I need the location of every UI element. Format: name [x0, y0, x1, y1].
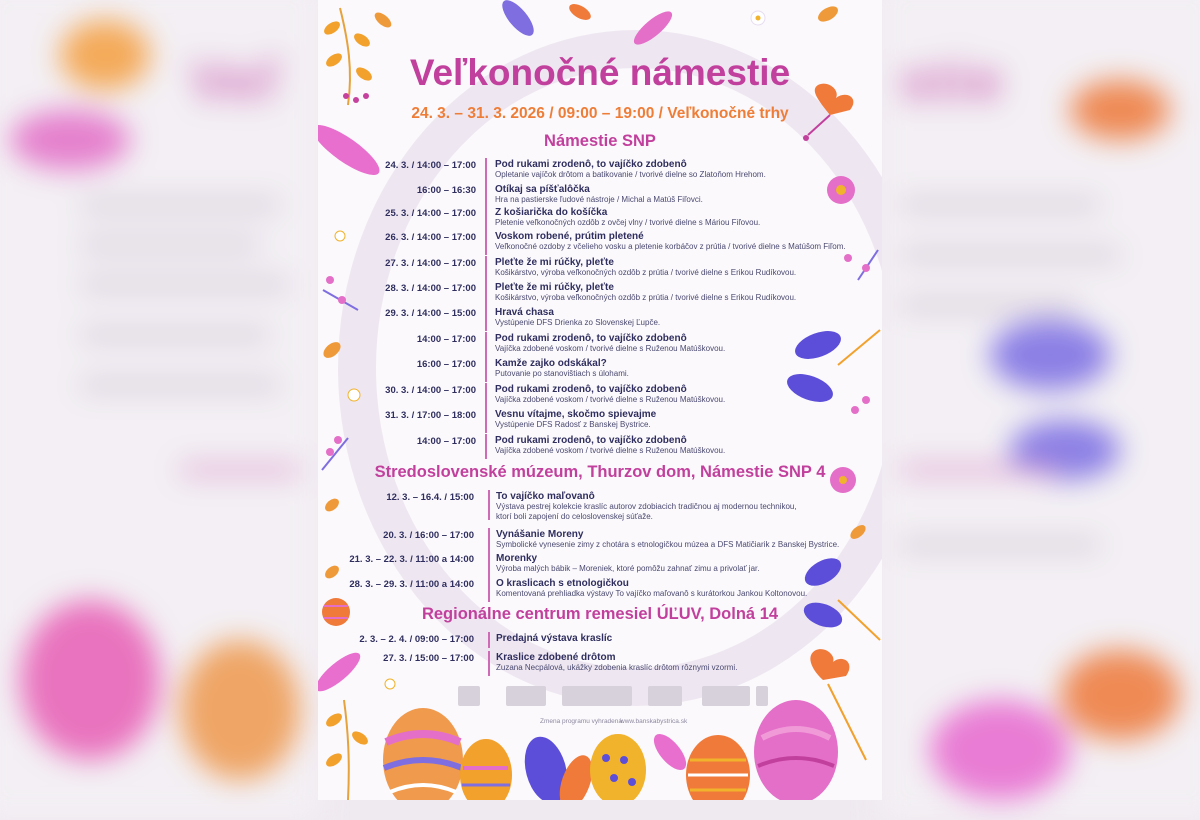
branch-bottom-left-icon [324, 700, 370, 800]
event-date: 14:00 – 17:00 [416, 334, 476, 345]
easter-egg-icon [754, 700, 838, 800]
event-description: Hra na pastierske ľudové nástroje / Michal a Matúš Fiľovci. [495, 195, 703, 204]
event-row [318, 528, 882, 554]
event-row [318, 552, 882, 578]
backdrop-line [900, 250, 1120, 260]
event-description: Symbolické vynesenie zimy z chotára s etnologičkou múzea a DFS Matičiarik z Banskej Bystrice. [496, 540, 840, 549]
easter-poster [318, 0, 882, 800]
event-description: Pletenie veľkonočných ozdôb z ovčej vlny / tvorivé dielne s Máriou Fiľovou. [495, 218, 761, 227]
event-date: 20. 3. / 16:00 – 17:00 [383, 530, 474, 541]
backdrop-title-right: stie [900, 49, 1005, 112]
leaf-icon [648, 729, 692, 776]
divider-line [488, 651, 490, 676]
easter-egg-icon [686, 735, 750, 800]
event-date: 12. 3. – 16.4. / 15:00 [386, 492, 474, 503]
event-name: O kraslicach s etnologičkou [496, 578, 629, 589]
event-name: Voskom robené, prútim pletené [495, 231, 644, 242]
uluv-logo-icon [756, 686, 768, 706]
leaf-icon [567, 1, 594, 23]
backdrop-line [80, 200, 280, 210]
backdrop-blob [990, 320, 1110, 390]
leaf-icon [629, 6, 676, 49]
backdrop-blob [1060, 650, 1180, 740]
event-date: 14:00 – 17:00 [416, 436, 476, 447]
event-date: 28. 3. / 14:00 – 17:00 [385, 283, 476, 294]
backdrop-line [900, 465, 1060, 475]
info-logo-icon [562, 686, 632, 706]
event-date: 26. 3. / 14:00 – 17:00 [385, 232, 476, 243]
event-description: Výstava pestrej kolekcie kraslíc autorov zdobiacich tradičnou aj modernou technikou, [496, 502, 797, 511]
event-date: 16:00 – 17:00 [416, 359, 476, 370]
event-description: Opletanie vajíčok drôtom a batikovanie / tvorivé dielne so Zlatoňom Hrehom. [495, 170, 766, 179]
poster-subtitle: 24. 3. – 31. 3. 2026 / 09:00 – 19:00 / Veľkonočné trhy [411, 105, 789, 122]
event-row [318, 408, 882, 434]
event-name: Pleťte že mi rúčky, pleťte [495, 257, 614, 268]
event-name: Kraslice zdobené drôtom [496, 652, 616, 663]
event-name: Pod rukami zrodenô, to vajíčko zdobenô [495, 159, 687, 170]
backdrop-title-left: Veľ [190, 49, 283, 112]
event-description: Vajíčka zdobené voskom / tvorivé dielne s Ruženou Matúškovou. [495, 446, 726, 455]
event-row [318, 281, 882, 307]
event-description: Výroba malých bábik – Moreniek, ktoré pomôžu zahnať zimu a privolať jar. [496, 564, 760, 573]
divider-line [485, 256, 487, 281]
section-title: Námestie SNP [544, 132, 656, 150]
easter-egg-icon [383, 708, 463, 800]
event-description: Vajíčka zdobené voskom / tvorivé dielne s Ruženou Matúškovou. [495, 344, 726, 353]
backdrop-blob [180, 640, 300, 780]
divider-line [485, 281, 487, 306]
partner-logo-icon [506, 686, 546, 706]
backdrop-blob [930, 700, 1070, 800]
divider-line [488, 552, 490, 577]
event-name: Morenky [496, 553, 538, 564]
event-description: Vajíčka zdobené voskom / tvorivé dielne s Ruženou Matúškovou. [495, 395, 726, 404]
event-description: Veľkonočné ozdoby z včelieho vosku a pletenie korbáčov z prútia / tvorivé dielne s Matúšom Fiľom. [495, 242, 846, 251]
event-description: Košikárstvo, výroba veľkonočných ozdôb z prútia / tvorivé dielne s Erikou Rudíkovou. [495, 268, 797, 277]
easter-egg-icon [460, 739, 512, 800]
event-name: Pod rukami zrodenô, to vajíčko zdobenô [495, 435, 687, 446]
backdrop-line [80, 240, 260, 250]
event-name: Hravá chasa [495, 307, 554, 318]
divider-line [485, 383, 487, 408]
event-name: Vesnu vítajme, skočmo spievajme [495, 409, 657, 420]
divider-line [485, 306, 487, 331]
partner-logos [458, 686, 768, 710]
event-row [318, 490, 882, 522]
event-date: 27. 3. / 15:00 – 17:00 [383, 653, 474, 664]
divider-line [485, 158, 487, 183]
event-name: Pleťte že mi rúčky, pleťte [495, 282, 614, 293]
event-row [318, 332, 882, 358]
backdrop-blob [1070, 80, 1170, 140]
event-date: 30. 3. / 14:00 – 17:00 [385, 385, 476, 396]
event-name: To vajíčko maľovanô [496, 491, 595, 502]
event-name: Z košiarička do košíčka [495, 207, 608, 218]
divider-line [485, 357, 487, 382]
easter-egg-icon [590, 734, 646, 800]
event-row [318, 158, 882, 184]
event-date: 29. 3. / 14:00 – 15:00 [385, 308, 476, 319]
divider-line [488, 632, 490, 648]
leaf-icon [372, 10, 394, 31]
event-name: Predajná výstava kraslíc [496, 633, 613, 644]
event-name: Otíkaj sa píšťalôčka [495, 184, 590, 195]
event-description: Zuzana Necpálová, ukážky zdobenia kraslíc drôtom rôznymi vzormi. [496, 663, 738, 672]
event-row [318, 306, 882, 332]
leaf-icon [497, 0, 539, 41]
backdrop-line [180, 465, 300, 475]
footer-note: Zmena programu vyhradená. [540, 718, 624, 725]
ssm-logo-icon [648, 686, 682, 706]
backdrop-blob [10, 110, 130, 170]
event-date: 24. 3. / 14:00 – 17:00 [385, 160, 476, 171]
footer-website: www.banskabystrica.sk [620, 718, 688, 725]
backdrop-line [80, 330, 270, 340]
divider-line [485, 434, 487, 459]
event-row [318, 383, 882, 409]
divider-line [485, 183, 487, 208]
event-description: Putovanie po stanovištiach s úlohami. [495, 369, 629, 378]
city-logo-icon [458, 686, 480, 706]
event-row [318, 434, 882, 460]
event-name: Pod rukami zrodenô, to vajíčko zdobenô [495, 384, 687, 395]
event-row [318, 632, 882, 652]
event-description-line2: ktorí boli zapojení do celoslovenskej súťaže. [496, 511, 653, 521]
event-description: Vystúpenie DFS Drienka zo Slovenskej Ľupče. [495, 318, 661, 327]
event-name: Kamže zajko odskákal? [495, 358, 607, 369]
divider-line [488, 490, 490, 520]
event-name: Pod rukami zrodenô, to vajíčko zdobenô [495, 333, 687, 344]
event-date: 21. 3. – 22. 3. / 11:00 a 14:00 [349, 554, 474, 565]
event-date: 16:00 – 16:30 [416, 185, 476, 196]
museum-logo-icon [702, 686, 750, 706]
poster-title: Veľkonočné námestie [409, 52, 791, 93]
event-date: 2. 3. – 2. 4. / 09:00 – 17:00 [359, 634, 474, 645]
backdrop-line [900, 200, 1100, 210]
event-row [318, 256, 882, 282]
event-date: 25. 3. / 14:00 – 17:00 [385, 208, 476, 219]
event-row [318, 577, 882, 603]
backdrop-blob [60, 20, 150, 90]
divider-line [485, 332, 487, 357]
backdrop-line [80, 280, 290, 290]
section-title: Stredoslovenské múzeum, Thurzov dom, Námestie SNP 4 [374, 463, 826, 481]
divider-line [485, 408, 487, 433]
event-description: Vystúpenie DFS Radosť z Banskej Bystrice. [495, 420, 651, 429]
event-row [318, 357, 882, 383]
leaf-icon [815, 3, 840, 24]
event-row [318, 230, 882, 256]
backdrop-line [80, 380, 280, 390]
event-description: Košikárstvo, výroba veľkonočných ozdôb z prútia / tvorivé dielne s Erikou Rudíkovou. [495, 293, 797, 302]
backdrop-line [900, 300, 1080, 310]
event-row [318, 651, 882, 677]
event-row [318, 206, 882, 232]
flower-icon [385, 679, 395, 689]
event-description: Komentovaná prehliadka výstavy To vajíčko maľovanô s kurátorkou Jankou Koltonovou. [496, 589, 808, 598]
event-date: 28. 3. – 29. 3. / 11:00 a 14:00 [349, 579, 474, 590]
event-name: Vynášanie Moreny [496, 529, 584, 540]
event-date: 27. 3. / 14:00 – 17:00 [385, 258, 476, 269]
section-title: Regionálne centrum remesiel ÚĽUV, Dolná 14 [421, 605, 779, 623]
divider-line [485, 206, 487, 231]
divider-line [488, 577, 490, 602]
event-date: 31. 3. / 17:00 – 18:00 [385, 410, 476, 421]
divider-line [485, 230, 487, 255]
divider-line [488, 528, 490, 553]
backdrop-line [900, 540, 1100, 550]
backdrop-blob [20, 600, 160, 760]
